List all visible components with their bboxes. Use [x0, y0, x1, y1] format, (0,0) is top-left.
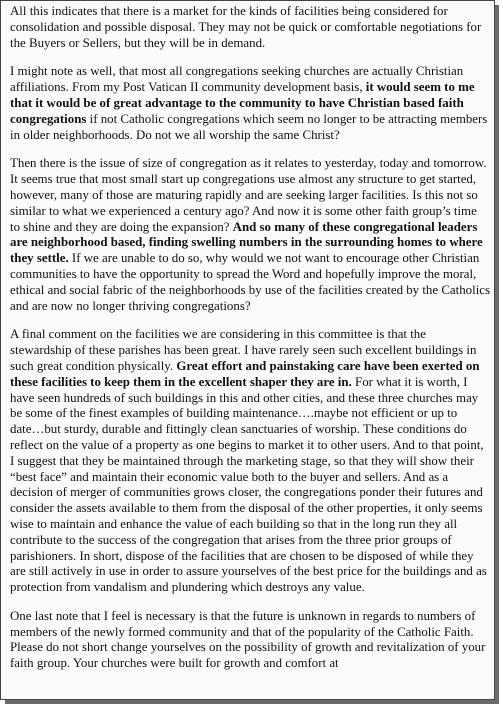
paragraph-congregation-size [10, 156, 490, 314]
page-shadow-right [495, 5, 499, 704]
paragraph-christian-affiliations [10, 64, 490, 143]
paragraph-last-note [10, 609, 490, 672]
paragraph-text: I might note as well, that most all congregations seeking churches are actually Christian affiliations. From my Post Vatican II community development basis, [10, 64, 464, 95]
page-shadow-bottom [5, 700, 499, 704]
paragraph-text: A final comment on the facilities we are considering in this committee is that the stewardship of these parishes has been great. I have rarely seen such excellent buildings in such great condition physically. [10, 327, 477, 373]
paragraph-facilities-stewardship [10, 327, 490, 596]
paragraph-text: For what it is worth, I have seen hundreds of such buildings in this and other cities, and these three churches may be some of the finest examples of building maintenance….maybe not efficient or up to date…but sturdy, durable and fittingly clean sanctuaries of worship. These conditions do reflect on the value of a property as one begins to market it to other users. And to that point, I suggest that they be maintained through the marketing stage, so that they will show their “best face” and maintain their economic value both to the buyer and sellers. And as a decision of merger of communities grows closer, the congregations ponder their futures and consider the assets available to them from the disposal of the other properties, it only seems wise to maintain and enhance the value of each building so that in the long run they all contribute to the success of the congregation that arises from the three prior groups of parishioners. In short, dispose of the facilities that are chosen to be disposed of while they are still actively in use in order to assure yourselves of the best price for the buildings and as protection from vandalism and plundering which destroys any value. [10, 374, 487, 595]
bold-emphasis: it would seem to me that it would be of great advantage to the community to have Christian based faith congregations [10, 80, 475, 126]
paragraph-text: If we are unable to do so, why would we not want to encourage other Christian communities to have the opportunity to spread the Word and hopefully improve the moral, ethical and social fabric of the neighborhoods by use of the facilities created by the Catholics and are now no longer thriving congregations? [10, 251, 491, 313]
paragraph-market [10, 4, 490, 51]
paragraph-text: Then there is the issue of size of congregation as it relates to yesterday, today and tomorrow. It seems true that most small start up congregations use almost any structure to get started, however, many of those are maturing rapidly and are seeking larger facilities. Is this not so similar to what we experienced a century ago? And now it is some other faith group’s time to shine and they are doing the expansion? [10, 156, 487, 234]
bold-emphasis: Great effort and painstaking care have been exerted on these facilities to keep them in the excellent shaper they are in. [10, 358, 480, 389]
paragraph-market-text: All this indicates that there is a market for the kinds of facilities being considered for consolidation and possible disposal. They may not be quick or comfortable negotiations for the Buyers or Sellers, but they will be in demand. [10, 4, 482, 50]
document-body [10, 4, 490, 672]
paragraph-text: One last note that I feel is necessary is that the future is unknown in regards to numbers of members of the newly formed community and that of the popularity of the Catholic Faith. Please do not short change yourselves on the possibility of growth and revitalization of your faith group. Your churches were built for growth and comfort at [10, 608, 486, 671]
paragraph-text: if not Catholic congregations which seem no longer to be attracting members in older neighborhoods. Do not we all worship the same Christ? [10, 111, 488, 142]
bold-emphasis: And so many of these congregational leaders are neighborhood based, finding swelling numbers in the surrounding homes to where they settle. [10, 219, 483, 266]
